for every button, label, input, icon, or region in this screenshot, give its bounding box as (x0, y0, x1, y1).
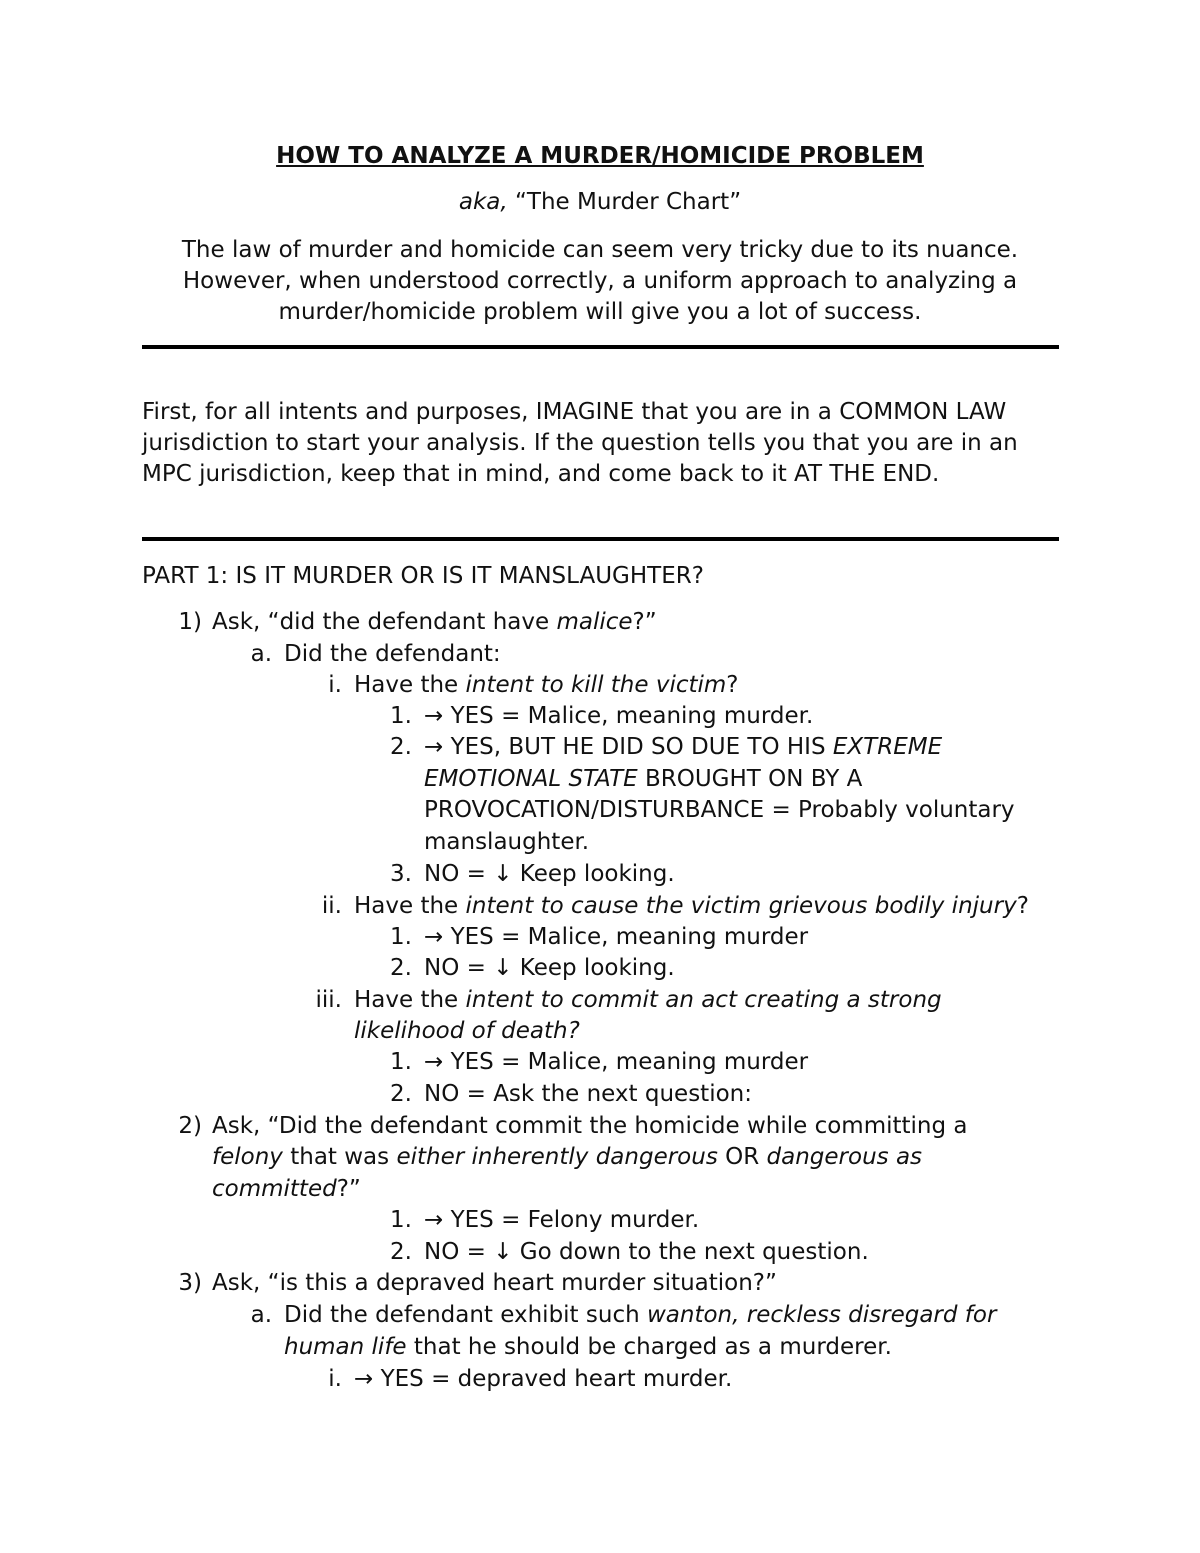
part1-heading: PART 1: IS IT MURDER OR IS IT MANSLAUGHTER? (142, 563, 704, 589)
q2o1-number: 1. (390, 1207, 412, 1233)
q1i2-line-3: PROVOCATION/DISTURBANCE = Probably voluntary (424, 797, 1015, 823)
q3-number: 3) (178, 1270, 202, 1296)
q3i-text: → YES = depraved heart murder. (354, 1366, 733, 1392)
q1i1-text: → YES = Malice, meaning murder. (424, 703, 814, 729)
document-title: HOW TO ANALYZE A MURDER/HOMICIDE PROBLEM (276, 143, 924, 169)
q1i-text: Have the intent to kill the victim? (354, 672, 739, 698)
q1i2-number: 2. (390, 734, 412, 760)
intro-line-3: murder/homicide problem will give you a lot of success. (278, 299, 922, 325)
q2-line-1: Ask, “Did the defendant commit the homicide while committing a (212, 1113, 968, 1139)
q1i3-text: NO = ↓ Keep looking. (424, 861, 675, 887)
q1a-number: a. (250, 641, 272, 667)
q3i-number: i. (328, 1366, 342, 1392)
q1i1-number: 1. (390, 703, 412, 729)
q1i2-line-1: → YES, BUT HE DID SO DUE TO HIS EXTREME (424, 734, 943, 760)
q2o1-text: → YES = Felony murder. (424, 1207, 700, 1233)
intro-line-2: However, when understood correctly, a uniform approach to analyzing a (182, 268, 1018, 294)
q1iii-line-2: likelihood of death? (354, 1018, 580, 1044)
q1i3-number: 3. (390, 861, 412, 887)
q2-line-2: felony that was either inherently dangerous OR dangerous as (212, 1144, 923, 1170)
q1-number: 1) (178, 609, 202, 635)
aka-name: “The Murder Chart” (507, 189, 742, 215)
first-line-3: MPC jurisdiction, keep that in mind, and come back to it AT THE END. (142, 461, 940, 487)
q1iii1-text: → YES = Malice, meaning murder (424, 1049, 809, 1075)
q2-line-3: committed?” (212, 1176, 361, 1202)
aka-line (0, 187, 1200, 218)
q3-text: Ask, “is this a depraved heart murder situation?” (212, 1270, 777, 1296)
q1ii1-number: 1. (390, 924, 412, 950)
intro-line-1: The law of murder and homicide can seem very tricky due to its nuance. (181, 237, 1019, 263)
q1a-text: Did the defendant: (284, 641, 501, 667)
q1iii-number: iii. (315, 987, 342, 1013)
q1ii2-number: 2. (390, 955, 412, 981)
q1iii1-number: 1. (390, 1049, 412, 1075)
q3a-number: a. (250, 1302, 272, 1328)
divider-2 (142, 537, 1059, 541)
aka-prefix: aka, (458, 189, 508, 215)
q1iii2-text: NO = Ask the next question: (424, 1081, 752, 1107)
q1iii-line-1: Have the intent to commit an act creating a strong (354, 987, 942, 1013)
divider-1 (142, 345, 1059, 349)
q3a-line-2: human life that he should be charged as a murderer. (284, 1334, 892, 1360)
q1-text: Ask, “did the defendant have malice?” (212, 609, 657, 635)
q2-number: 2) (178, 1113, 202, 1139)
q3a-line-1: Did the defendant exhibit such wanton, reckless disregard for (284, 1302, 997, 1328)
q1ii-number: ii. (321, 893, 342, 919)
q1i2-line-2: EMOTIONAL STATE BROUGHT ON BY A (424, 766, 863, 792)
q1i-number: i. (328, 672, 342, 698)
q1iii2-number: 2. (390, 1081, 412, 1107)
q1ii2-text: NO = ↓ Keep looking. (424, 955, 675, 981)
q2o2-number: 2. (390, 1239, 412, 1265)
first-line-2: jurisdiction to start your analysis. If the question tells you that you are in an (142, 430, 1018, 456)
q1i2-line-4: manslaughter. (424, 829, 590, 855)
q1ii1-text: → YES = Malice, meaning murder (424, 924, 809, 950)
first-line-1: First, for all intents and purposes, IMAGINE that you are in a COMMON LAW (142, 399, 1007, 425)
q2o2-text: NO = ↓ Go down to the next question. (424, 1239, 869, 1265)
q1ii-text: Have the intent to cause the victim grievous bodily injury? (354, 893, 1029, 919)
